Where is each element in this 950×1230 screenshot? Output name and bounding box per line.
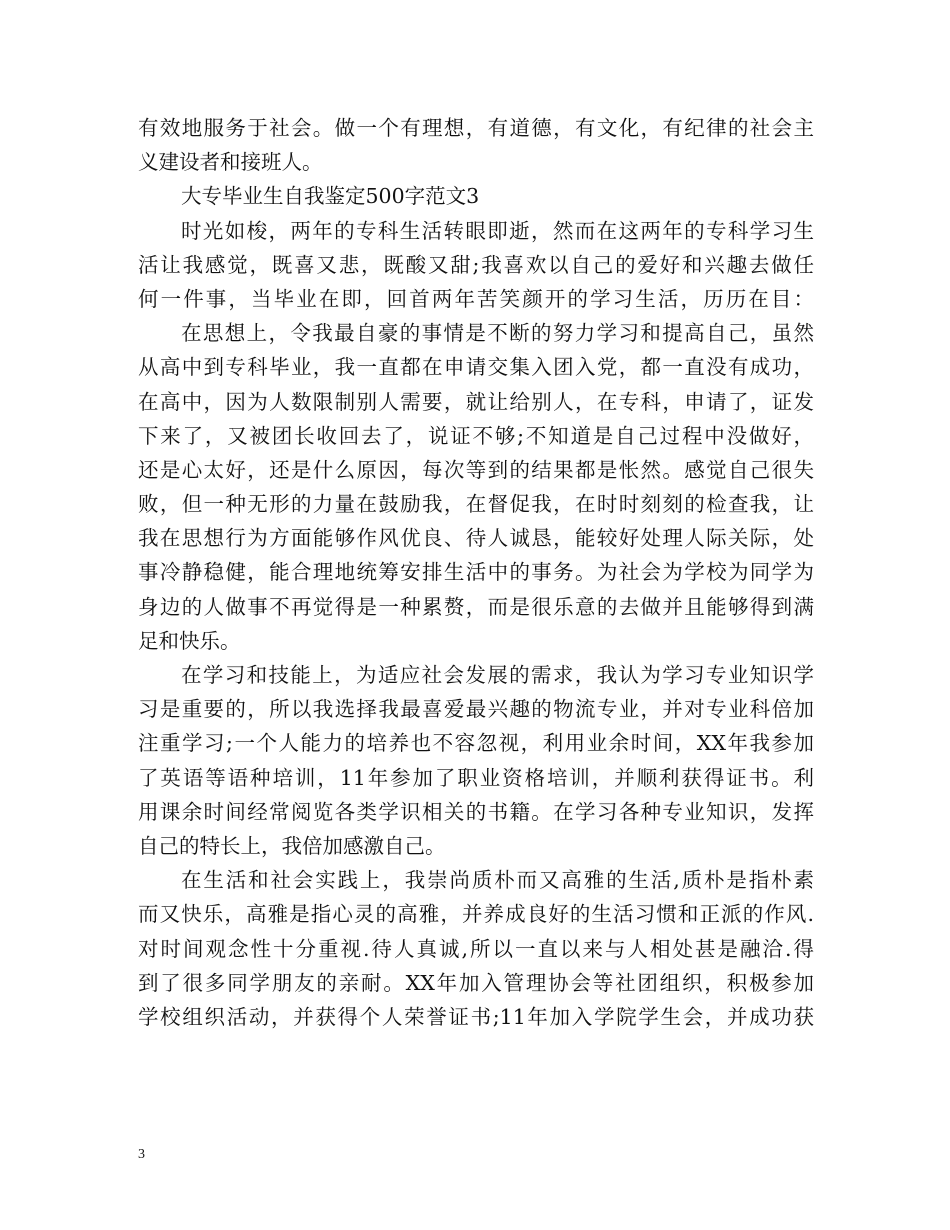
text-line: 注重学习;一个人能力的培养也不容忽视，利用业余时间，XX年我参加 (138, 731, 814, 756)
text-line: 学校组织活动，并获得个人荣誉证书;11年加入学院学生会，并成功获 (138, 1004, 814, 1029)
text-line: 活让我感觉，既喜又悲，既酸又甜;我喜欢以自己的爱好和兴趣去做任 (138, 252, 814, 277)
text-line: 败，但一种无形的力量在鼓励我，在督促我，在时时刻刻的检查我，让 (138, 492, 814, 517)
text-line: 对时间观念性十分重视.待人真诚,所以一直以来与人相处甚是融洽.得 (138, 936, 814, 961)
page-number: 3 (138, 1147, 145, 1162)
text-line: 身边的人做事不再觉得是一种累赘，而是很乐意的去做并且能够得到满 (138, 594, 814, 619)
text-line: 习是重要的，所以我选择我最喜爱最兴趣的物流专业，并对专业科倍加 (138, 697, 814, 722)
text-line: 自己的特长上，我倍加感激自己。 (138, 833, 446, 858)
text-line: 了英语等语种培训，11年参加了职业资格培训，并顺利获得证书。利 (138, 765, 814, 790)
text-line: 下来了，又被团长收回去了，说证不够;不知道是自己过程中没做好， (138, 423, 814, 448)
text-line: 从高中到专科毕业，我一直都在申请交集入团入党，都一直没有成功， (138, 355, 814, 380)
text-line: 何一件事，当毕业在即，回首两年苦笑颜开的学习生活，历历在目： (138, 286, 814, 311)
text-line: 我在思想行为方面能够作风优良、待人诚恳，能较好处理人际关际，处 (138, 526, 814, 551)
text-line: 还是心太好，还是什么原因，每次等到的结果都是怅然。感觉自己很失 (138, 457, 814, 482)
text-line: 而又快乐，高雅是指心灵的高雅，并养成良好的生活习惯和正派的作风. (138, 902, 814, 927)
section-heading: 大专毕业生自我鉴定500字范文3 (181, 184, 480, 209)
text-line: 用课余时间经常阅览各类学识相关的书籍。在学习各种专业知识，发挥 (138, 799, 814, 824)
text-line: 到了很多同学朋友的亲耐。XX年加入管理协会等社团组织，积极参加 (138, 970, 814, 995)
text-line: 在高中，因为人数限制别人需要，就让给别人，在专科，申请了，证发 (138, 389, 814, 414)
text-line: 在生活和社会实践上，我崇尚质朴而又高雅的生活,质朴是指朴素 (181, 868, 814, 893)
document-body (138, 111, 814, 1034)
text-line: 在思想上，令我最自豪的事情是不断的努力学习和提高自己，虽然 (181, 321, 814, 346)
text-line: 在学习和技能上，为适应社会发展的需求，我认为学习专业知识学 (181, 663, 814, 687)
text-line: 有效地服务于社会。做一个有理想，有道德，有文化，有纪律的社会主 (138, 116, 814, 140)
text-line: 事冷静稳健，能合理地统筹安排生活中的事务。为社会为学校为同学为 (138, 560, 814, 585)
text-line: 义建设者和接班人。 (138, 150, 323, 175)
text-line: 时光如梭，两年的专科生活转眼即逝，然而在这两年的专科学习生 (181, 218, 814, 243)
text-line: 足和快乐。 (138, 628, 241, 653)
